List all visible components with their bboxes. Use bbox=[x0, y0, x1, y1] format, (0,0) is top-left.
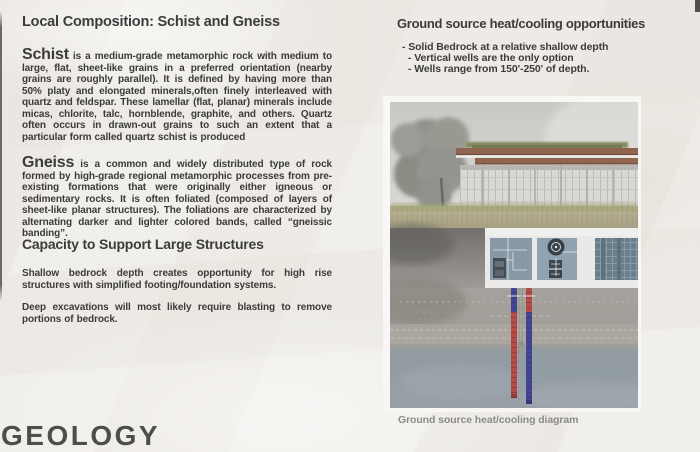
heading-ground-source: Ground source heat/cooling opportunities bbox=[397, 16, 646, 31]
left-column bbox=[22, 14, 332, 325]
page-title-geology: GEOLOGY bbox=[1, 420, 161, 451]
photo-haze-overlay bbox=[390, 102, 638, 408]
paragraph-deep-excavations: Deep excavations will most likely require blasting to remove portions of bedrock. bbox=[22, 302, 332, 325]
diagram-caption: Ground source heat/cooling diagram bbox=[398, 414, 579, 426]
ground-source-diagram-image bbox=[390, 102, 638, 408]
schist-lead-word: Schist bbox=[22, 46, 69, 63]
schist-body-text: is a medium-grade metamorphic rock with medium to large, flat, sheet-like grains in a preferred orientation (nearby grains are roughly parallel). It is defined by having more than 50% platy and elongated minerals,often finely interleaved with quartz and feldspar. These lamellar (flat, planar) minerals include micas, chlorite, talc, hornblende, graphite, and others. Quartz often occurs in drawn-out grains to such an extent that a particular form called quartz schist is produced bbox=[22, 51, 332, 143]
gneiss-body-text: is a common and widely distributed type of rock formed by high-grade regional metamorphic processes from pre-existing formations that were originally either igneous or sedimentary rocks. It is often foliated (composed of layers of sheet-like planar structures). The foliations are characterized by alternating darker and lighter colored bands, called “gneissic banding”. bbox=[22, 159, 332, 239]
paragraph-schist bbox=[22, 46, 332, 143]
diagram-photo-frame bbox=[383, 96, 641, 412]
gneiss-lead-word: Gneiss bbox=[22, 154, 75, 171]
heading-capacity: Capacity to Support Large Structures bbox=[22, 236, 264, 252]
bullet-wells-range: - Wells range from 150'-250' of depth. bbox=[408, 63, 590, 75]
bullet-vertical-wells: - Vertical wells are the only option bbox=[408, 52, 574, 64]
page-edge-artifact bbox=[0, 10, 2, 302]
right-column bbox=[397, 16, 682, 75]
bullet-list bbox=[402, 42, 677, 75]
paragraph-gneiss bbox=[22, 154, 332, 240]
corner-mark bbox=[695, 0, 700, 12]
bullet-solid-bedrock: - Solid Bedrock at a relative shallow depth bbox=[402, 41, 609, 53]
paragraph-shallow-bedrock: Shallow bedrock depth creates opportunity for high rise structures with simplified footing/foundation systems. bbox=[22, 268, 332, 291]
heading-local-composition: Local Composition: Schist and Gneiss bbox=[22, 14, 280, 30]
